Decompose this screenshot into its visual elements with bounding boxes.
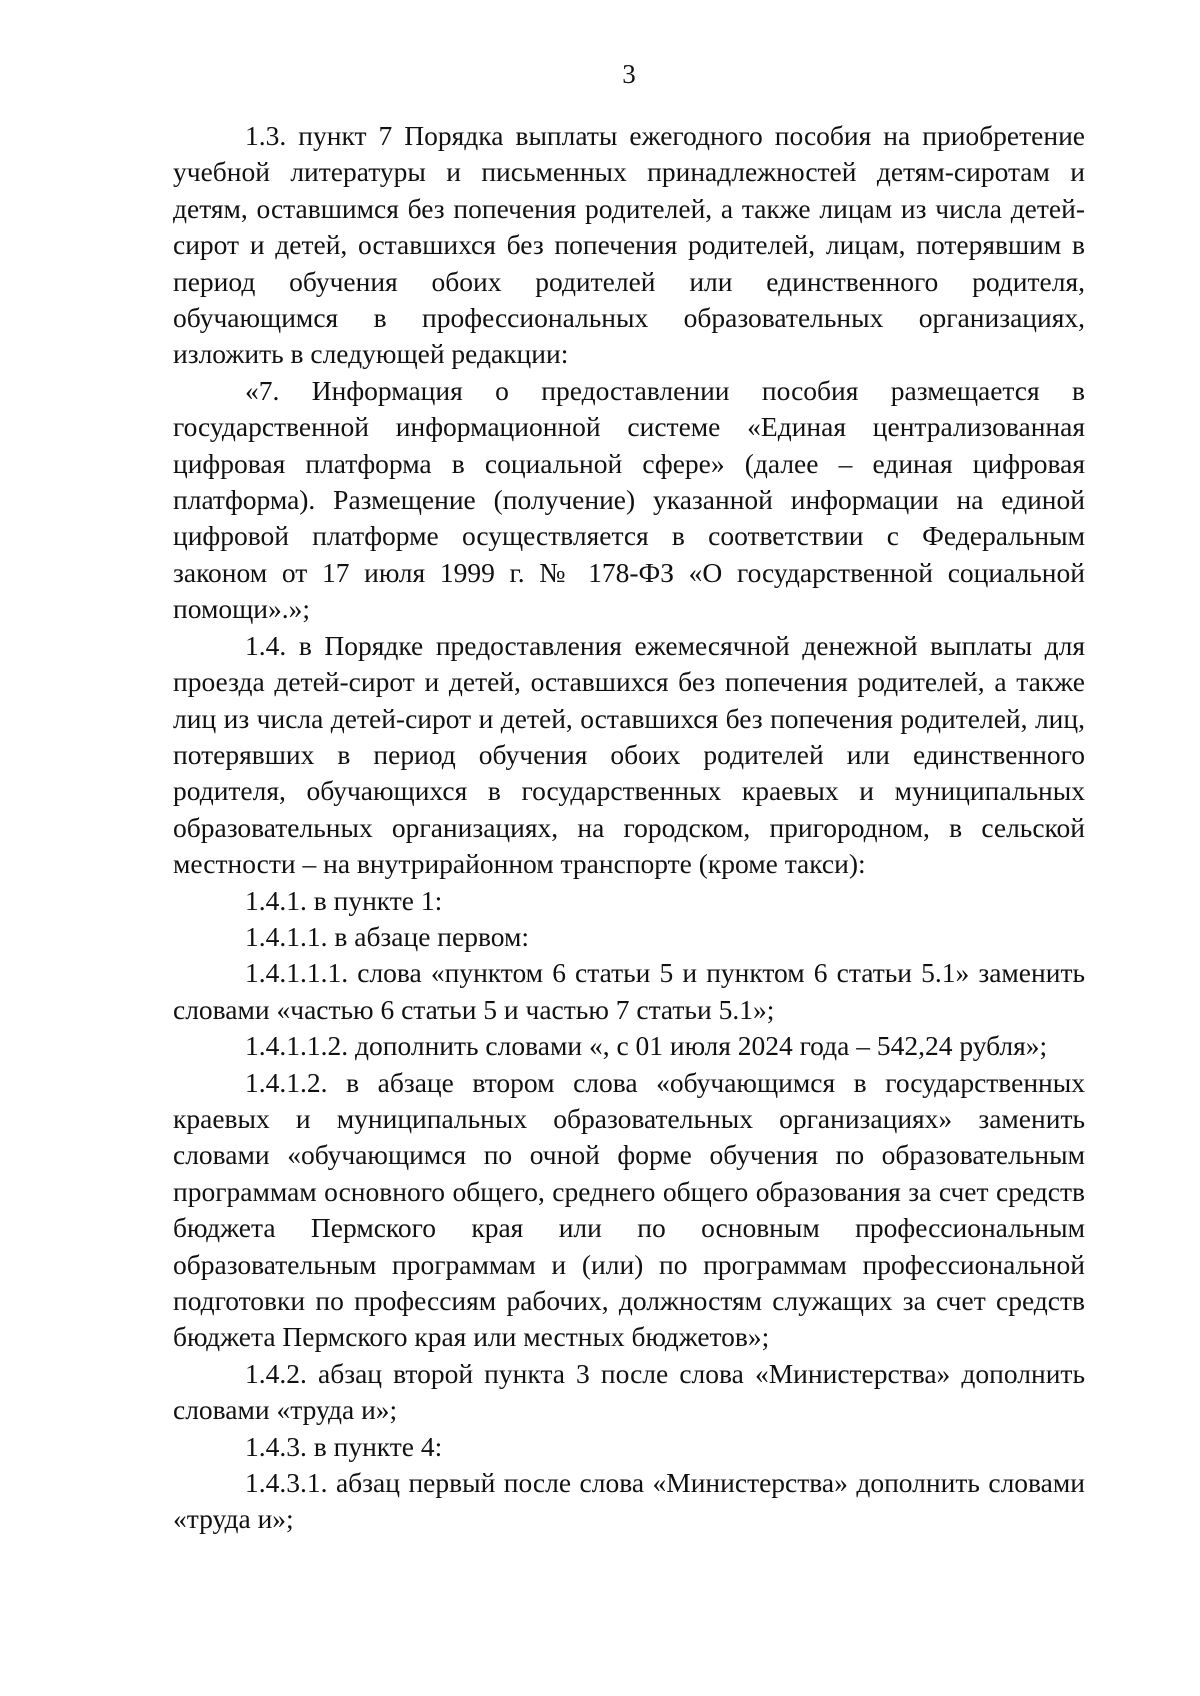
document-body — [173, 118, 1085, 1538]
paragraph-1-4-2: 1.4.2. абзац второй пункта 3 после слова «Министерства» дополнить словами «труда и»; — [173, 1357, 1085, 1426]
paragraph-1-3: 1.3. пункт 7 Порядка выплаты ежегодного пособия на приобретение учебной литературы и письменных принадлежностей детям-сиротам и детям, оставшимся без попечения родителей, а также лицам из числа детей-сирот и детей, оставшихся без попечения родителей, лицам, потерявшим в период обучения обоих родителей или единственного родителя, обучающимся в профессиональных образовательных организациях, изложить в следующей редакции: — [173, 120, 1085, 370]
paragraph-1-4: 1.4. в Порядке предоставления ежемесячной денежной выплаты для проезда детей-сирот и детей, оставшихся без попечения родителей, а также лиц из числа детей-сирот и детей, оставшихся без попечения родителей, лиц, потерявших в период обучения обоих родителей или единственного родителя, обучающихся в государственных краевых и муниципальных образовательных организациях, на городском, пригородном, в сельской местности – на внутрирайонном транспорте (кроме такси): — [173, 629, 1085, 880]
paragraph-1-4-1-1-2: 1.4.1.1.2. дополнить словами «, с 01 июля 2024 года – 542,24 рубля»; — [245, 1030, 1048, 1062]
paragraph-1-4-1-1-1: 1.4.1.1.1. слова «пунктом 6 статьи 5 и пунктом 6 статьи 5.1» заменить словами «частью 6 статьи 5 и частью 7 статьи 5.1»; — [173, 957, 1085, 1025]
paragraph-1-4-3-1: 1.4.3.1. абзац первый после слова «Министерства» дополнить словами «труда и»; — [173, 1467, 1085, 1535]
paragraph-1-4-3: 1.4.3. в пункте 4: — [245, 1430, 443, 1462]
paragraph-1-4-1: 1.4.1. в пункте 1: — [245, 884, 443, 916]
page-number: 3 — [622, 59, 636, 89]
paragraph-1-4-1-1: 1.4.1.1. в абзаце первом: — [245, 920, 530, 952]
paragraph-quote-7: «7. Информация о предоставлении пособия размещается в государственной информационной системе «Единая централизованная цифровая платформа в социальной сфере» (далее – единая цифровая платформа). Размещение (получение) указанной информации на единой цифровой платформе осуществляется в соответствии с Федеральным законом от 17 июля 1999 г. № 178-ФЗ «О государственной социальной помощи».»; — [173, 374, 1085, 625]
paragraph-1-4-1-2: 1.4.1.2. в абзаце втором слова «обучающимся в государственных краевых и муниципальных образовательных организациях» заменить словами «обучающимся по очной форме обучения по образовательным программам основного общего, среднего общего образования за счет средств бюджета Пермского края или по основным профессиональным образовательным программам и (или) по программам профессиональной подготовки по профессиям рабочих, должностям служащих за счет средств бюджета Пермского края или местных бюджетов»; — [173, 1066, 1085, 1353]
